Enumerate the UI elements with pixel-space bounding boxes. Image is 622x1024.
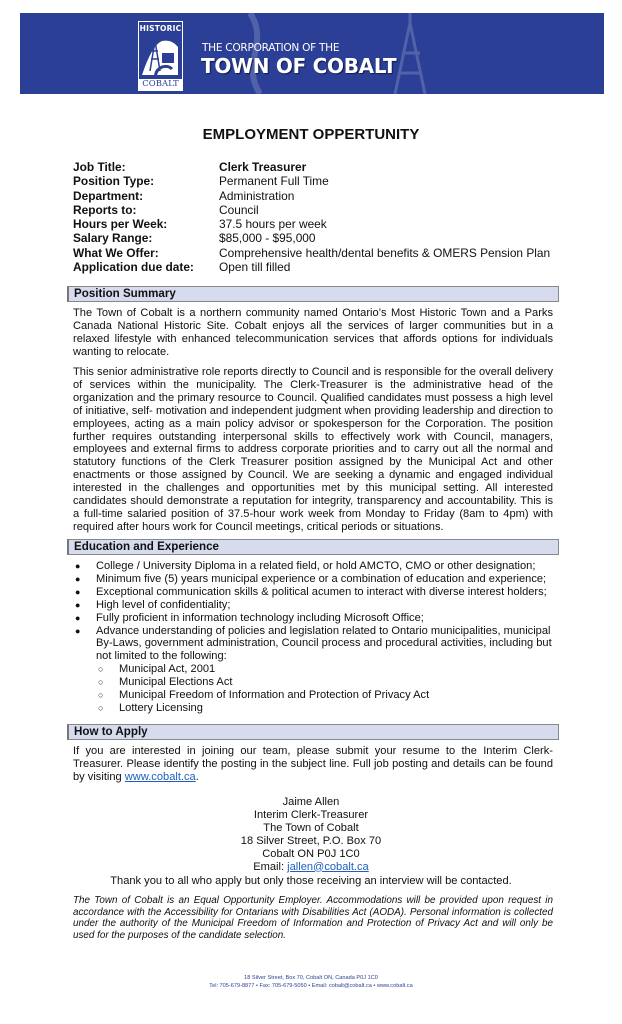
banner-title: TOWN OF COBALT bbox=[201, 54, 397, 78]
fact-label: What We Offer: bbox=[73, 245, 159, 260]
fact-value: Comprehensive health/dental benefits & OMERS Pension Plan bbox=[219, 245, 551, 260]
section-heading-education: Education and Experience bbox=[67, 539, 559, 555]
fact-value: $85,000 - $95,000 bbox=[219, 231, 316, 246]
list-item-text: High level of confidentiality; bbox=[96, 598, 231, 611]
logo-historic-text: HISTORIC bbox=[139, 24, 182, 33]
fact-label: Position Type: bbox=[73, 174, 155, 189]
summary-paragraph-1: The Town of Cobalt is a northern community named Ontario’s Most Historic Town and a Parks Canada National Historic Site. Cobalt enjoys all the services of larger communities but in a relaxed lifestyle with enhanced telecommunication services that affords options for individuals wanting to relocate. bbox=[73, 307, 553, 358]
contact-org: The Town of Cobalt bbox=[263, 821, 359, 834]
section-heading-how-to-apply: How to Apply bbox=[67, 724, 559, 740]
contact-address: 18 Silver Street, P.O. Box 70 bbox=[240, 834, 382, 847]
footer-address: 18 Silver Street, Box 70, Cobalt ON, Canada P0J 1C0 bbox=[244, 975, 378, 981]
sub-list-item bbox=[96, 663, 558, 676]
sub-list-item bbox=[96, 702, 558, 715]
list-item bbox=[73, 560, 558, 573]
list-item bbox=[73, 573, 558, 586]
fact-value: 37.5 hours per week bbox=[219, 217, 327, 232]
list-item-text: Exceptional communication skills & political acumen to interact with diverse interest holders; bbox=[96, 585, 547, 598]
bullet-icon: ● bbox=[75, 573, 81, 584]
sub-list-item bbox=[96, 689, 558, 702]
equal-opportunity-disclaimer: The Town of Cobalt is an Equal Opportunity Employer. Accommodations will be provided upon request in accordance with the Accessibility for Ontarians with Disabilities Act (AODA). Personal information is collected under the authority of the Municipal Freedom of Information and Protection of Privacy Act and will only be used for the purposes of the candidate selection. bbox=[73, 895, 553, 941]
list-item bbox=[73, 625, 558, 715]
list-item-text: College / University Diploma in a related field, or hold AMCTO, CMO or other designation; bbox=[96, 560, 536, 572]
mine-headframe-icon bbox=[142, 35, 178, 79]
website-link[interactable]: www.cobalt.ca bbox=[124, 770, 196, 783]
document-title: EMPLOYMENT OPPERTUNITY bbox=[202, 126, 420, 143]
fact-label: Job Title: bbox=[73, 160, 126, 174]
bullet-icon: ● bbox=[75, 586, 81, 597]
fact-position-type bbox=[73, 174, 550, 188]
sub-list-item-text: Municipal Act, 2001 bbox=[119, 663, 216, 676]
email-link[interactable]: jallen@cobalt.ca bbox=[287, 860, 369, 873]
legislation-sublist bbox=[96, 663, 558, 715]
fact-value: Council bbox=[219, 202, 259, 217]
section-heading-position-summary: Position Summary bbox=[67, 286, 559, 302]
thank-you-note: Thank you to all who apply but only those receiving an interview will be contacted. bbox=[110, 875, 512, 887]
town-logo bbox=[138, 21, 183, 91]
email-label: Email: bbox=[253, 860, 288, 873]
fact-label: Department: bbox=[73, 188, 144, 203]
apply-text: If you are interested in joining our team, please submit your resume to the Interim Clerk-Treasurer. Please identify the posting in the subject line. Full job posting and details can be found by visiting bbox=[73, 745, 553, 783]
bullet-icon: ● bbox=[75, 625, 81, 636]
bullet-icon: ● bbox=[75, 561, 81, 571]
banner-subtitle: THE CORPORATION OF THE bbox=[202, 42, 340, 54]
fact-offer bbox=[73, 246, 550, 260]
fact-value: Administration bbox=[219, 188, 295, 203]
fact-reports-to bbox=[73, 203, 550, 217]
sub-list-item-text: Municipal Elections Act bbox=[119, 676, 233, 689]
circle-bullet-icon: ○ bbox=[98, 702, 104, 713]
fact-label: Salary Range: bbox=[73, 231, 153, 246]
fact-label: Hours per Week: bbox=[73, 217, 168, 232]
list-item bbox=[73, 612, 558, 625]
apply-text-end: . bbox=[195, 770, 199, 783]
apply-paragraph bbox=[73, 745, 553, 784]
header-banner bbox=[20, 13, 604, 94]
contact-title: Interim Clerk-Treasurer bbox=[253, 808, 369, 821]
circle-bullet-icon: ○ bbox=[98, 690, 104, 701]
fact-department bbox=[73, 189, 550, 203]
footer-contact: Tel: 705-679-8877 • Fax: 705-679-5050 • Email: cobalt@cobalt.ca • www.cobalt.ca bbox=[209, 983, 413, 989]
fact-label: Reports to: bbox=[73, 202, 137, 217]
bullet-icon: ● bbox=[75, 612, 81, 623]
sub-list-item bbox=[96, 676, 558, 689]
fact-job-title bbox=[73, 160, 550, 174]
contact-city: Cobalt ON P0J 1C0 bbox=[262, 847, 360, 860]
job-facts bbox=[73, 160, 550, 274]
sub-list-item-text: Municipal Freedom of Information and Protection of Privacy Act bbox=[119, 689, 430, 702]
circle-bullet-icon: ○ bbox=[98, 664, 104, 675]
list-item-text: Advance understanding of policies and legislation related to Ontario municipalities, municipal By-Laws, government administration, Council process and procedural activities, including but not limited to the following: bbox=[96, 624, 552, 663]
fact-salary bbox=[73, 231, 550, 245]
list-item-text: Minimum five (5) years municipal experience or a combination of education and experience; bbox=[96, 572, 547, 585]
contact-name: Jaime Allen bbox=[282, 796, 340, 808]
summary-paragraph-2: This senior administrative role reports directly to Council and is responsible for the overall delivery of services within the municipality. The Clerk-Treasurer is the administrative head of the organization and the primary resource to Council. Qualified candidates must possess a high level of initiative, self- motivation and independent judgment when providing leadership and direction to employees, acting as a main policy advisor or spokesperson for the Corporation. The position further requires outstanding interpersonal skills to effectively work with Council, managers, employees and external firms to address corporate priorities and to carry out all the normal and statutory functions of the Clerk Treasurer position assigned by the Municipal Act and other enactments or those assigned by Council. We are seeking a dynamic and engaged individual interested in the challenges and opportunities met by this municipal setting. All interested candidates should demonstrate a reputation for integrity, transparency and accountability. This is a full-time salaried position of 37.5-hour work week from Monday to Friday (8am to 4pm) with required after hours work for Council meetings, critical periods or situations. bbox=[73, 366, 553, 533]
sub-list-item-text: Lottery Licensing bbox=[119, 701, 203, 714]
contact-block bbox=[0, 796, 622, 873]
fact-label: Application due date: bbox=[73, 260, 194, 275]
list-item-text: Fully proficient in information technology including Microsoft Office; bbox=[96, 611, 424, 624]
bullet-icon: ● bbox=[75, 599, 81, 610]
fact-value: Clerk Treasurer bbox=[219, 160, 307, 174]
logo-cobalt-text: COBALT bbox=[139, 79, 182, 90]
page-footer bbox=[0, 974, 622, 990]
list-item bbox=[73, 586, 558, 599]
fact-value: Open till filled bbox=[219, 260, 291, 275]
fact-due-date bbox=[73, 260, 550, 274]
contact-email-row bbox=[0, 861, 622, 874]
fact-hours bbox=[73, 217, 550, 231]
fact-value: Permanent Full Time bbox=[219, 174, 329, 189]
list-item bbox=[73, 599, 558, 612]
circle-bullet-icon: ○ bbox=[98, 677, 104, 688]
education-list bbox=[73, 560, 558, 715]
